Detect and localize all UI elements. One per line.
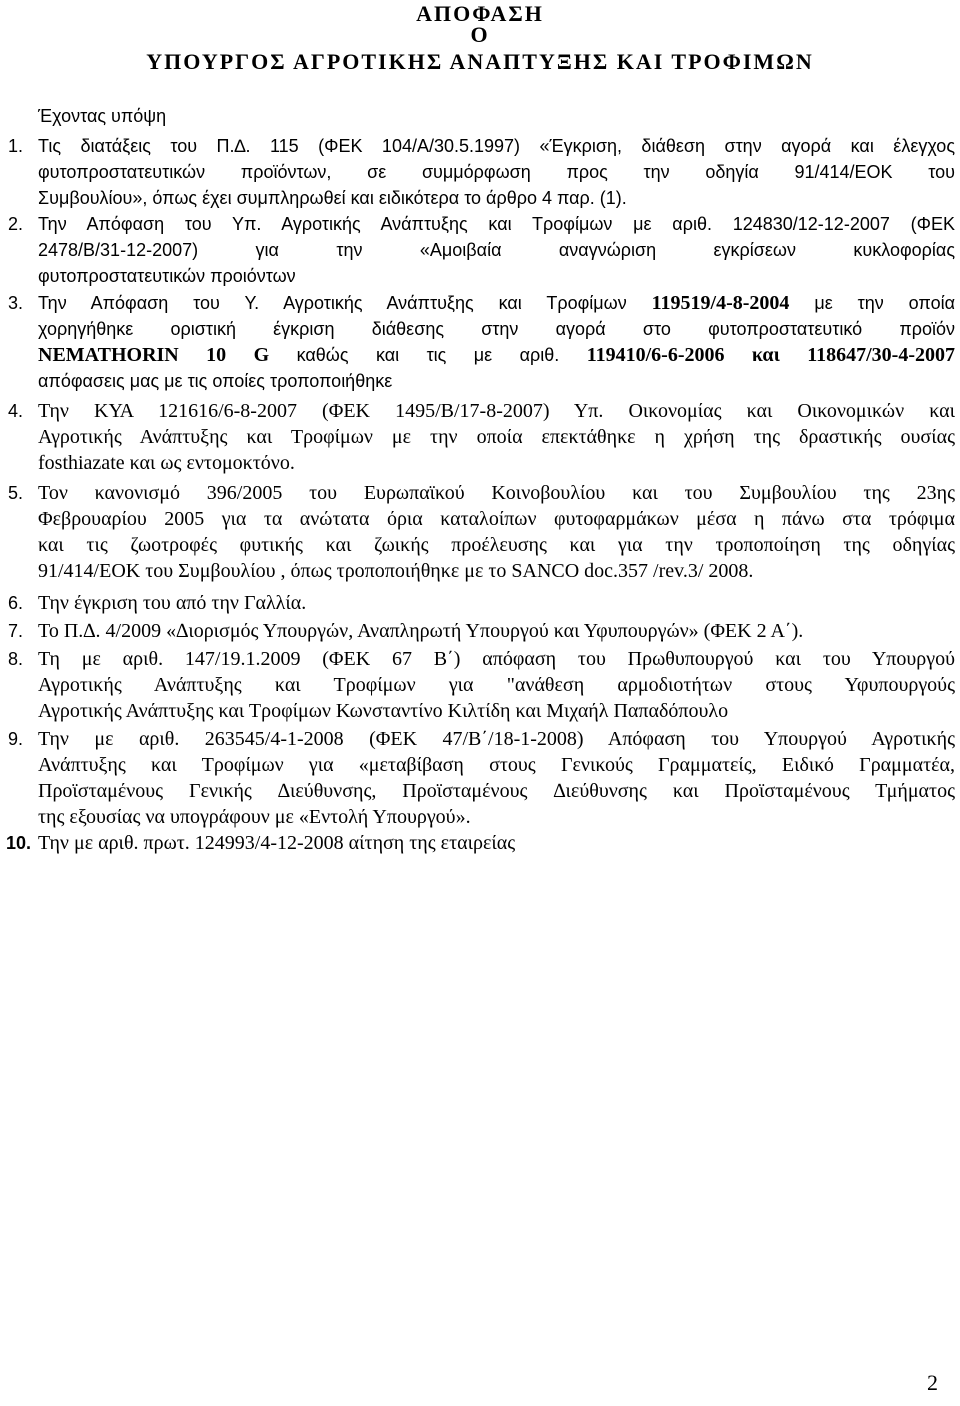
item-2-line-2: 2478/Β/31-12-2007) για την «Αμοιβαία αναγνώριση εγκρίσεων κυκλοφορίας bbox=[38, 240, 955, 260]
item-number: 6. bbox=[8, 593, 24, 613]
item-number: 4. bbox=[8, 401, 24, 421]
item-3-line-1 bbox=[38, 290, 955, 316]
item-2-line-3: φυτοπροστατευτικών προιόντων bbox=[38, 266, 296, 286]
title-apofasi: ΑΠΟΦΑΣΗ bbox=[416, 1, 544, 26]
item-number: 1. bbox=[8, 136, 24, 156]
title-article: Ο bbox=[470, 22, 490, 47]
item-3-line-3 bbox=[38, 342, 955, 368]
item-8-line-2: Αγροτικής Ανάπτυξης και Τροφίμων για "ανάθεση αρμοδιοτήτων στους Υφυπουργούς bbox=[38, 674, 955, 696]
item-9-line-2: Ανάπτυξης και Τροφίμων για «μεταβίβαση στους Γενικούς Γραμματείς, Ειδικό Γραμματέα, bbox=[38, 754, 955, 776]
item-5-line-4: 91/414/ΕΟΚ του Συμβουλίου , όπως τροποποιήθηκε με το SANCO doc.357 /rev.3/ 2008. bbox=[38, 560, 754, 582]
title-ministry: ΥΠΟΥΡΓΟΣ ΑΓΡΟΤΙΚΗΣ ΑΝΑΠΤΥΞΗΣ ΚΑΙ ΤΡΟΦΙΜΩΝ bbox=[146, 49, 814, 74]
item-number: 5. bbox=[8, 483, 24, 503]
item-number: 2. bbox=[8, 214, 24, 234]
item-9-line-3: Προϊσταμένους Γενικής ∆ιεύθυνσης, Προϊσταμένους ∆ιεύθυνσης και Προϊσταμένους Τμήματος bbox=[38, 780, 955, 802]
item-5-line-3: και τις ζωοτροφές φυτικής και ζωικής προέλευσης και για την τροποποίηση της οδηγίας bbox=[38, 534, 955, 556]
item-5-line-2: Φεβρουαρίου 2005 για τα ανώτατα όρια καταλοίπων φυτοφαρμάκων μέσα η πάνω στα τρόφιμα bbox=[38, 508, 955, 530]
item-4-line-3: fosthiazate και ως εντομοκτόνο. bbox=[38, 452, 295, 474]
item-3-line-2: χορηγήθηκε οριστική έγκριση διάθεσης στην αγορά στο φυτοπροστατευτικό προϊόν bbox=[38, 319, 955, 339]
item-3-text: Την Απόφαση του Υ. Αγροτικής Ανάπτυξης και Τροφίμων bbox=[38, 293, 652, 313]
product-name: NEMATHORIN 10 G bbox=[38, 344, 270, 366]
item-8-line-3: Αγροτικής Ανάπτυξης και Τροφίμων Κωνσταντίνο Κιλτίδη και Μιχαήλ Παπαδόπουλο bbox=[38, 700, 729, 722]
item-number: 8. bbox=[8, 649, 24, 669]
decision-number: 119519/4-8-2004 bbox=[651, 292, 790, 314]
item-6-line-1: Την έγκριση του από την Γαλλία. bbox=[38, 592, 307, 614]
item-number: 3. bbox=[8, 293, 24, 313]
item-3-line-4: απόφασεις μας με τις οποίες τροποποιήθηκε bbox=[38, 371, 393, 391]
item-number: 9. bbox=[8, 729, 24, 749]
item-4-line-1: Την ΚΥΑ 121616/6-8-2007 (ΦΕΚ 1495/Β/17-8-2007) Υπ. Οικονομίας και Οικονομικών και bbox=[38, 400, 955, 422]
item-number: 7. bbox=[8, 621, 24, 641]
item-5-line-1: Τον κανονισμό 396/2005 του Ευρωπαϊκού Κοινοβουλίου και του Συμβουλίου της 23ης bbox=[38, 482, 955, 504]
item-10-line-1: Την με αριθ. πρωτ. 124993/4-12-2008 αίτηση της εταιρείας bbox=[38, 832, 516, 854]
item-9-line-1: Την με αριθ. 263545/4-1-2008 (ΦΕΚ 47/Β΄/18-1-2008) Απόφαση του Υπουργού Αγροτικής bbox=[38, 728, 955, 750]
item-1-line-3: Συμβουλίου», όπως έχει συμπληρωθεί και ειδικότερα το άρθρο 4 παρ. (1). bbox=[38, 188, 627, 208]
page-number: 2 bbox=[927, 1370, 938, 1395]
item-number: 10. bbox=[6, 833, 32, 853]
item-3-text: με την οποία bbox=[789, 293, 955, 313]
item-1-line-1: Τις διατάξεις του Π.∆. 115 (ΦΕΚ 104/Α/30.5.1997) «Έγκριση, διάθεση στην αγορά και έλεγχος bbox=[38, 136, 955, 156]
amending-decisions: 119410/6-6-2006 και 118647/30-4-2007 bbox=[586, 344, 955, 366]
item-2-line-1: Την Απόφαση του Υπ. Αγροτικής Ανάπτυξης και Τροφίμων με αριθ. 124830/12-12-2007 (ΦΕΚ bbox=[38, 214, 955, 234]
item-9-line-4: της εξουσίας να υπογράφουν με «Εντολή Υπουργού». bbox=[38, 806, 471, 828]
item-7-line-1: Το Π.∆. 4/2009 «∆ιορισμός Υπουργών, Αναπληρωτή Υπουργού και Υφυπουργών» (ΦΕΚ 2 Α΄). bbox=[38, 620, 804, 642]
item-1-line-2: φυτοπροστατευτικών προϊόντων, σε συμμόρφωση προς την οδηγία 91/414/ΕΟΚ του bbox=[38, 162, 955, 182]
item-8-line-1: Τη με αριθ. 147/19.1.2009 (ΦΕΚ 67 Β΄) απόφαση του Πρωθυπουργού και του Υπουργού bbox=[38, 648, 955, 670]
item-4-line-2: Αγροτικής Ανάπτυξης και Τροφίμων με την οποία επεκτάθηκε η χρήση της δραστικής ουσίας bbox=[38, 426, 955, 448]
item-3-text: καθώς και τις με αριθ. bbox=[269, 345, 587, 365]
preamble-text: Έχοντας υπόψη bbox=[38, 106, 167, 126]
